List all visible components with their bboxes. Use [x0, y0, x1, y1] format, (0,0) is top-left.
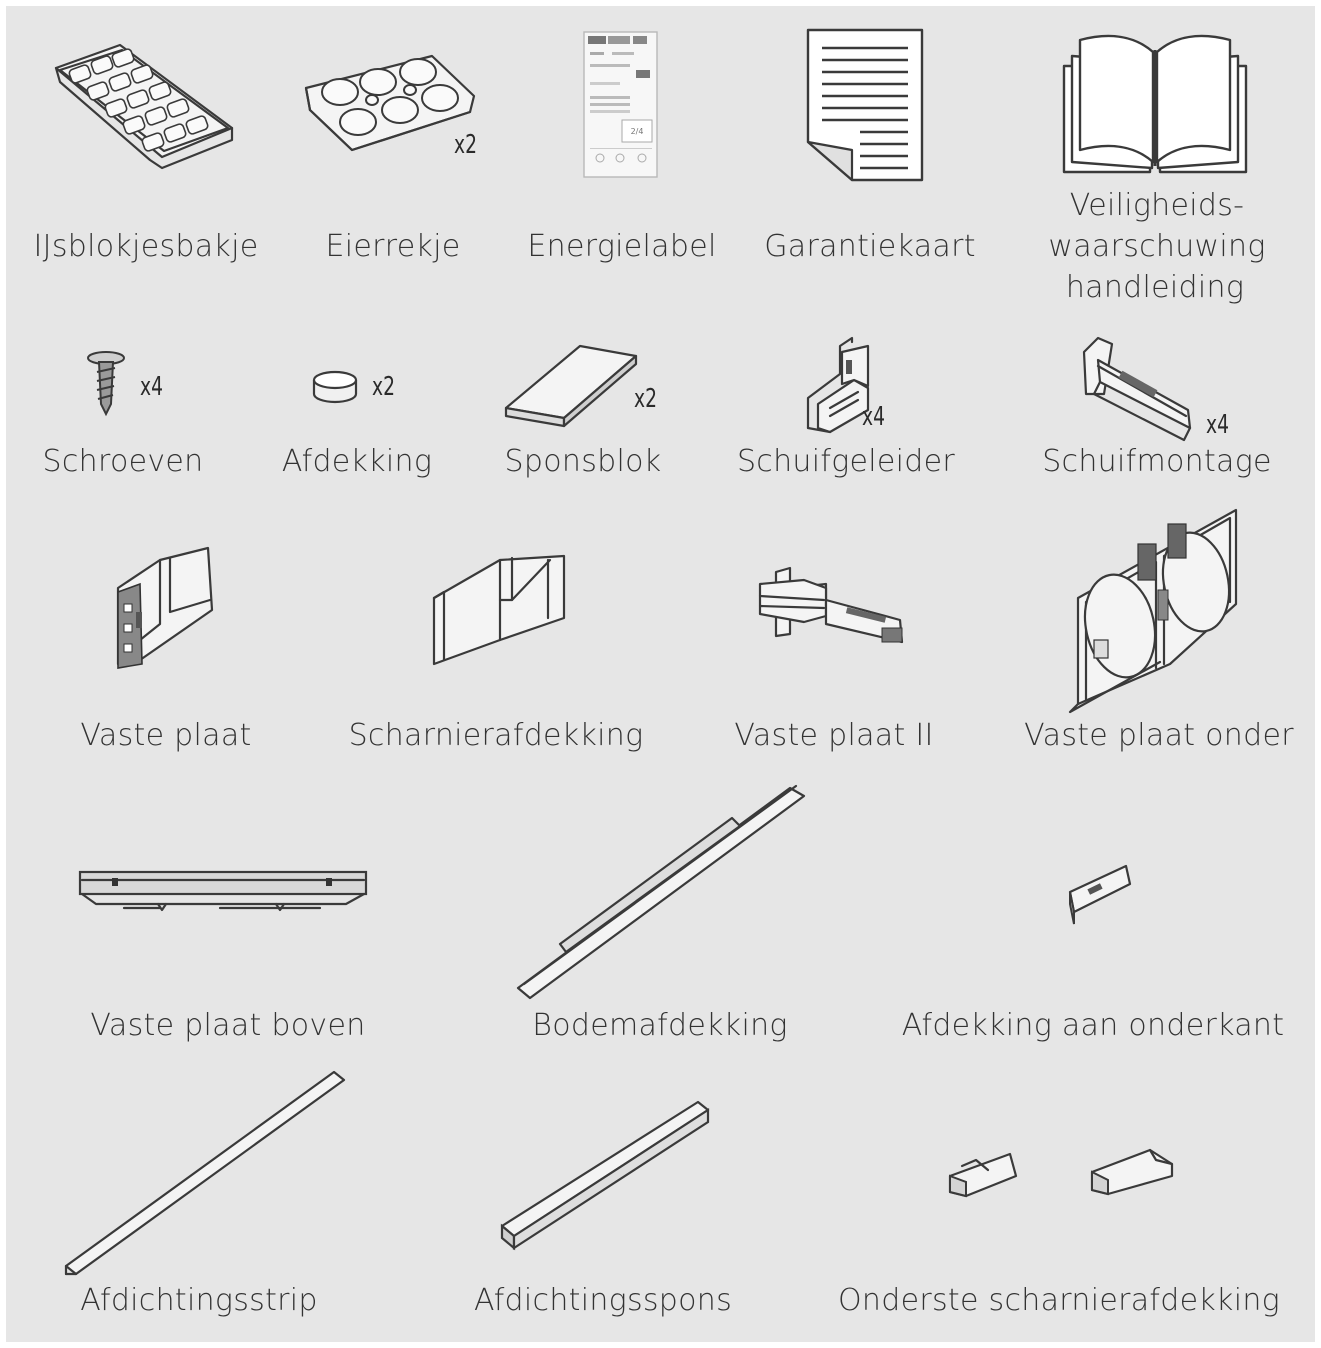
slide-mount-quantity: x4: [1206, 410, 1229, 440]
sponge-block-illustration: [506, 346, 636, 426]
ice-tray-illustration: [56, 45, 232, 168]
lower-hinge-cover-illustration: [950, 1150, 1172, 1196]
sealing-sponge-illustration: [502, 1102, 708, 1248]
screws-label: Schroeven: [42, 444, 204, 479]
safety-manual-label-line3: handleiding: [1065, 270, 1245, 305]
cover-quantity: x2: [372, 372, 395, 402]
sponge-block-label: Sponsblok: [504, 444, 662, 479]
egg-rack-label: Eierrekje: [325, 229, 461, 264]
fixed-plate-label: Vaste plaat: [80, 718, 252, 753]
slide-guide-label: Schuifgeleider: [736, 444, 956, 479]
fixed-plate-top-label: Vaste plaat boven: [90, 1008, 366, 1043]
safety-manual-label-line2: waarschuwing: [1048, 229, 1266, 264]
egg-rack-illustration: [306, 56, 474, 150]
hinge-cover-illustration: [434, 556, 564, 664]
sponge-block-quantity: x2: [634, 384, 657, 414]
fixed-plate-illustration: [118, 548, 212, 668]
fixed-plate-2-illustration: [760, 568, 902, 642]
energy-label-class: 2/4: [630, 127, 644, 136]
slide-guide-illustration: [808, 338, 868, 432]
fixed-plate-bottom-illustration: [1070, 510, 1238, 712]
ice-tray-label: IJsblokjesbakje: [33, 229, 259, 264]
sealing-strip-illustration: [66, 1072, 344, 1274]
screw-icon: [88, 352, 124, 414]
bottom-cover-label: Bodemafdekking: [532, 1008, 788, 1043]
cover-cap-icon: [314, 372, 356, 402]
cover-label: Afdekking: [281, 444, 433, 479]
energy-label-illustration: [584, 32, 657, 177]
sealing-sponge-label: Afdichtingsspons: [473, 1283, 733, 1318]
underside-cover-illustration: [1070, 866, 1130, 924]
lower-hinge-cover-label: Onderste scharnierafdekking: [838, 1283, 1280, 1318]
slide-mount-illustration: [1084, 338, 1190, 440]
slide-mount-label: Schuifmontage: [1042, 444, 1272, 479]
safety-manual-label-line1: Veiligheids-: [1069, 188, 1245, 223]
screws-quantity: x4: [140, 372, 163, 402]
bottom-cover-illustration: [518, 786, 804, 998]
warranty-card-illustration: [808, 30, 922, 180]
cover-underside-label: Afdekking aan onderkant: [901, 1008, 1285, 1043]
energy-label-label: Energielabel: [527, 229, 717, 264]
fixed-plate-top-illustration: [80, 872, 366, 910]
egg-rack-quantity: x2: [454, 130, 477, 160]
open-book-icon: [1064, 36, 1246, 172]
fixed-plate-2-label: Vaste plaat II: [734, 718, 934, 753]
slide-guide-quantity: x4: [862, 402, 885, 432]
warranty-card-label: Garantiekaart: [764, 229, 976, 264]
fixed-plate-bottom-label: Vaste plaat onder: [1024, 718, 1294, 753]
sealing-strip-label: Afdichtingsstrip: [80, 1283, 318, 1318]
hinge-cover-label: Scharnierafdekking: [348, 718, 644, 753]
